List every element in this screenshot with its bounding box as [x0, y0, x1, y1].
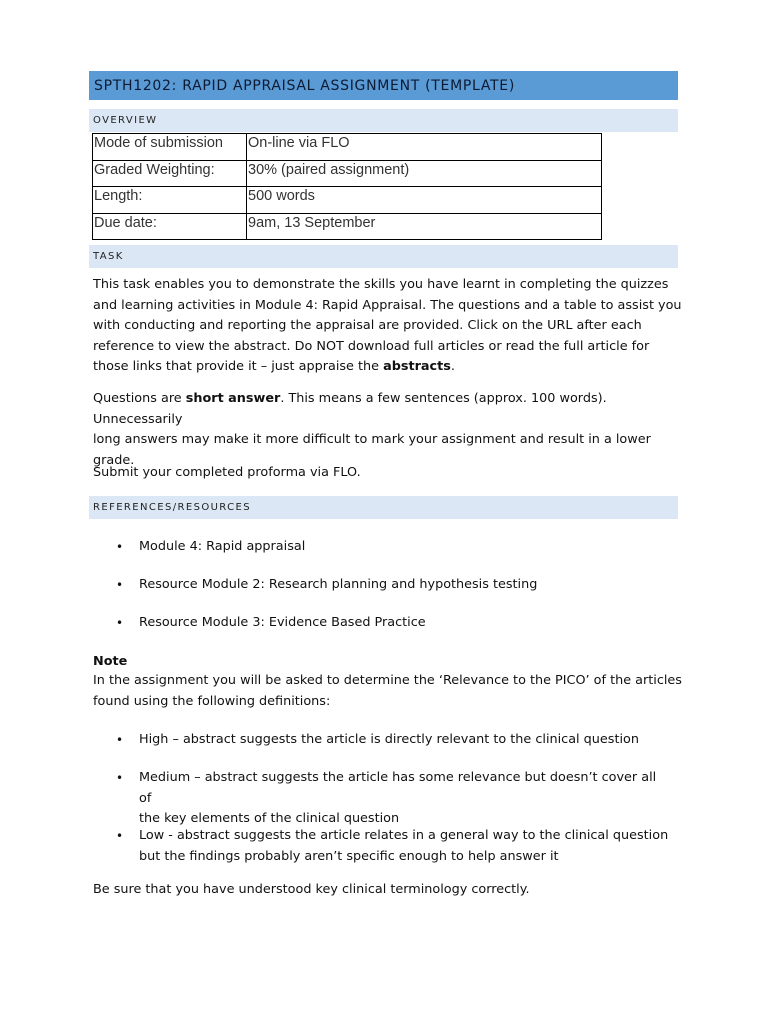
text-line — [93, 357, 683, 378]
bullet-icon: • — [116, 733, 124, 747]
text-run: Questions are — [93, 391, 186, 406]
list-item-text: Resource Module 2: Research planning and hypothesis testing — [139, 577, 538, 592]
list-item-text — [139, 826, 669, 867]
text-line: found using the following definitions: — [93, 693, 331, 709]
list-item-text — [139, 768, 669, 830]
bold-text: abstracts — [383, 359, 451, 374]
table-row — [93, 134, 602, 161]
text-line: In the assignment you will be asked to determine the ‘Relevance to the PICO’ of the articles — [93, 673, 682, 688]
bullet-icon: • — [116, 616, 124, 630]
text-line: long answers may make it more difficult to mark your assignment and result in a lower — [93, 432, 651, 447]
closing-paragraph: Be sure that you have understood key clinical terminology correctly. — [93, 882, 530, 897]
text-run: . — [450, 359, 455, 374]
text-line: and learning activities in Module 4: Rapid Appraisal. The questions and a table to assist you — [93, 297, 682, 313]
text-line: This task enables you to demonstrate the skills you have learnt in completing the quizzes — [93, 277, 669, 292]
table-cell-value: 30% (paired assignment) — [247, 160, 602, 187]
text-line: reference to view the abstract. Do NOT download full articles or read the full article for — [93, 338, 650, 354]
text-line: but the findings probably aren’t specific enough to help answer it — [139, 848, 559, 864]
bullet-icon: • — [116, 829, 124, 843]
section-heading-overview: OVERVIEW — [89, 109, 678, 132]
table-cell-label: Mode of submission — [93, 134, 247, 161]
table-cell-value: 500 words — [247, 187, 602, 214]
note-paragraph — [93, 671, 683, 712]
table-cell-value: On-line via FLO — [247, 134, 602, 161]
section-heading-task: TASK — [89, 245, 678, 268]
table-row — [93, 213, 602, 240]
document-title: SPTH1202: RAPID APPRAISAL ASSIGNMENT (TEMPLATE) — [89, 71, 678, 100]
task-paragraph-2 — [93, 389, 683, 471]
note-heading: Note — [93, 654, 128, 669]
list-item-text: Module 4: Rapid appraisal — [139, 539, 306, 554]
table-cell-label: Length: — [93, 187, 247, 214]
list-item-text: Resource Module 3: Evidence Based Practice — [139, 615, 426, 630]
bullet-icon: • — [116, 540, 124, 554]
overview-table — [92, 133, 602, 240]
text-line — [93, 389, 683, 430]
text-run: those links that provide it – just appraise the — [93, 359, 384, 374]
text-line: grade. — [93, 452, 135, 468]
table-row — [93, 187, 602, 214]
list-item-text — [139, 730, 669, 751]
task-paragraph-1 — [93, 275, 683, 378]
table-cell-value: 9am, 13 September — [247, 213, 602, 240]
table-cell-label: Due date: — [93, 213, 247, 240]
text-line: Low - abstract suggests the article relates in a general way to the clinical question — [139, 828, 669, 843]
task-paragraph-3: Submit your completed proforma via FLO. — [93, 465, 361, 480]
text-line: High – abstract suggests the article is directly relevant to the clinical question — [139, 732, 639, 747]
text-run: . This means a few sentences (approx. 100 words). Unnecessarily — [93, 391, 607, 427]
bullet-icon: • — [116, 578, 124, 592]
section-heading-references: REFERENCES/RESOURCES — [89, 496, 678, 519]
table-cell-label: Graded Weighting: — [93, 160, 247, 187]
bullet-icon: • — [116, 771, 124, 785]
bold-text: short answer — [185, 391, 281, 406]
text-line: the key elements of the clinical question — [139, 811, 400, 826]
text-line: with conducting and reporting the appraisal are provided. Click on the URL after each — [93, 318, 642, 333]
text-line: Medium – abstract suggests the article has some relevance but doesn’t cover all of — [139, 770, 657, 806]
table-row — [93, 160, 602, 187]
